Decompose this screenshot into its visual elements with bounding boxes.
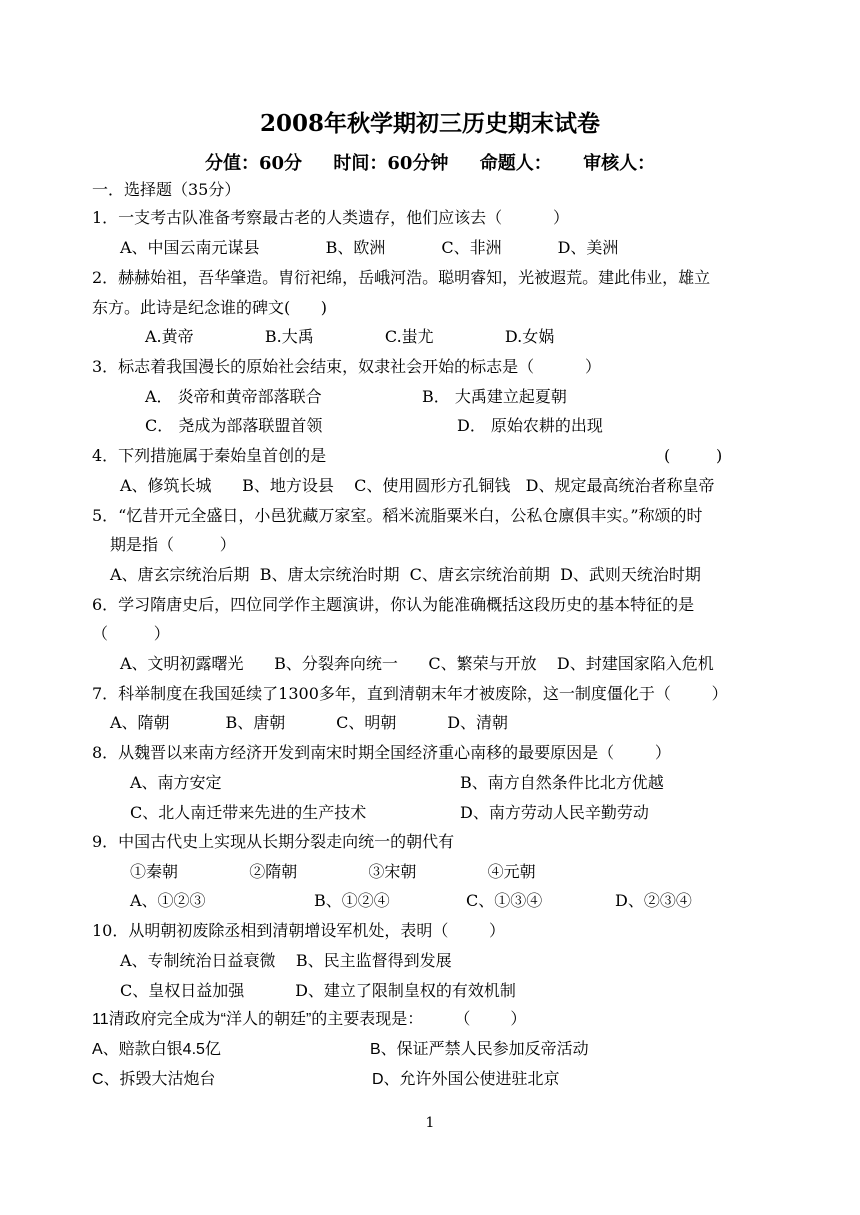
section-heading: 一．选择题（35分）: [92, 180, 241, 199]
q2-stem-line2: 东方。此诗是纪念谁的碑文( ): [92, 298, 328, 317]
q5-options: A、唐玄宗统治后期 B、唐太宗统治时期 C、唐玄宗统治前期 D、武则天统治时期: [110, 565, 701, 584]
q8-option-b: B、南方自然条件比北方优越: [460, 773, 664, 792]
q9-option-b: B、①②④: [314, 891, 390, 910]
q3-stem: 3．标志着我国漫长的原始社会结束，奴隶社会开始的标志是（ ）: [92, 357, 602, 376]
q10-stem: 10．从明朝初废除丞相到清朝增设军机处，表明（ ）: [92, 921, 506, 940]
q9-items: ①秦朝 ②隋朝 ③宋朝 ④元朝: [130, 862, 536, 881]
q8-option-d: D、南方劳动人民辛勤劳动: [460, 803, 649, 822]
q8-stem: 8．从魏晋以来南方经济开发到南宋时期全国经济重心南移的最要原因是（ ）: [92, 743, 671, 762]
q11-option-d: D、允许外国公使进驻北京: [372, 1071, 560, 1088]
q1-stem: 1．一支考古队准备考察最古老的人类遗存，他们应该去（ ）: [92, 208, 570, 227]
page-number: 1: [425, 1115, 435, 1131]
q11-stem: 11清政府完全成为“洋人的朝廷”的主要表现是： （ ）: [92, 1011, 527, 1028]
q3-option-a: A． 炎帝和黄帝部落联合: [145, 387, 322, 406]
q4-stem: 4．下列措施属于秦始皇首创的是: [92, 446, 327, 465]
exam-title: 2008年秋学期初三历史期末试卷: [259, 110, 600, 137]
q7-options: A、隋朝 B、唐朝 C、明朝 D、清朝: [110, 713, 509, 732]
q3-option-c: C． 尧成为部落联盟首领: [145, 416, 323, 435]
q4-answer-paren: ( ): [664, 446, 723, 465]
q6-stem-line2: （ ）: [92, 624, 170, 643]
q1-options: A、中国云南元谋县 B、欧洲 C、非洲 D、美洲: [120, 238, 619, 257]
q9-option-c: C、①③④: [466, 891, 543, 910]
q3-option-d: D． 原始农耕的出现: [457, 416, 603, 435]
q9-option-d: D、②③④: [615, 891, 692, 910]
q11-option-b: B、保证严禁人民参加反帝活动: [370, 1041, 589, 1058]
q7-stem: 7．科举制度在我国延续了1300多年，直到清朝末年才被废除，这一制度僵化于（ ）: [92, 684, 728, 703]
q5-stem-line2: 期是指（ ）: [110, 535, 236, 554]
q2-options: A.黄帝 B.大禹 C.蚩尤 D.女娲: [145, 327, 555, 346]
q11-option-c: C、拆毁大沽炮台: [92, 1071, 216, 1088]
q11-option-a: A、赔款白银4.5亿: [92, 1041, 221, 1058]
q6-options: A、文明初露曙光 B、分裂奔向统一 C、繁荣与开放 D、封建国家陷入危机: [120, 654, 714, 673]
q8-option-c: C、北人南迁带来先进的生产技术: [130, 803, 367, 822]
q10-options-line2: C、皇权日益加强 D、建立了限制皇权的有效机制: [120, 981, 516, 1000]
exam-subtitle: 分值：60分 时间：60分钟 命题人： 审核人：: [205, 153, 656, 174]
q5-stem-line1: 5．“忆昔开元全盛日，小邑犹藏万家室。稻米流脂粟米白，公私仓廪俱丰实。”称颂的时: [92, 506, 703, 525]
q9-option-a: A、①②③: [130, 891, 206, 910]
q8-option-a: A、南方安定: [130, 773, 222, 792]
q3-option-b: B． 大禹建立起夏朝: [422, 387, 567, 406]
q4-options: A、修筑长城 B、地方设县 C、使用圆形方孔铜钱 D、规定最高统治者称皇帝: [120, 476, 715, 495]
q6-stem-line1: 6．学习隋唐史后，四位同学作主题演讲，你认为能准确概括这段历史的基本特征的是: [92, 595, 695, 614]
q9-stem: 9．中国古代史上实现从长期分裂走向统一的朝代有: [92, 832, 455, 851]
q10-options-line1: A、专制统治日益衰微 B、民主监督得到发展: [120, 951, 452, 970]
q2-stem-line1: 2．赫赫始祖，吾华肇造。胄衍祀绵，岳峨河浩。聪明睿知，光被遐荒。建此伟业，雄立: [92, 268, 711, 287]
